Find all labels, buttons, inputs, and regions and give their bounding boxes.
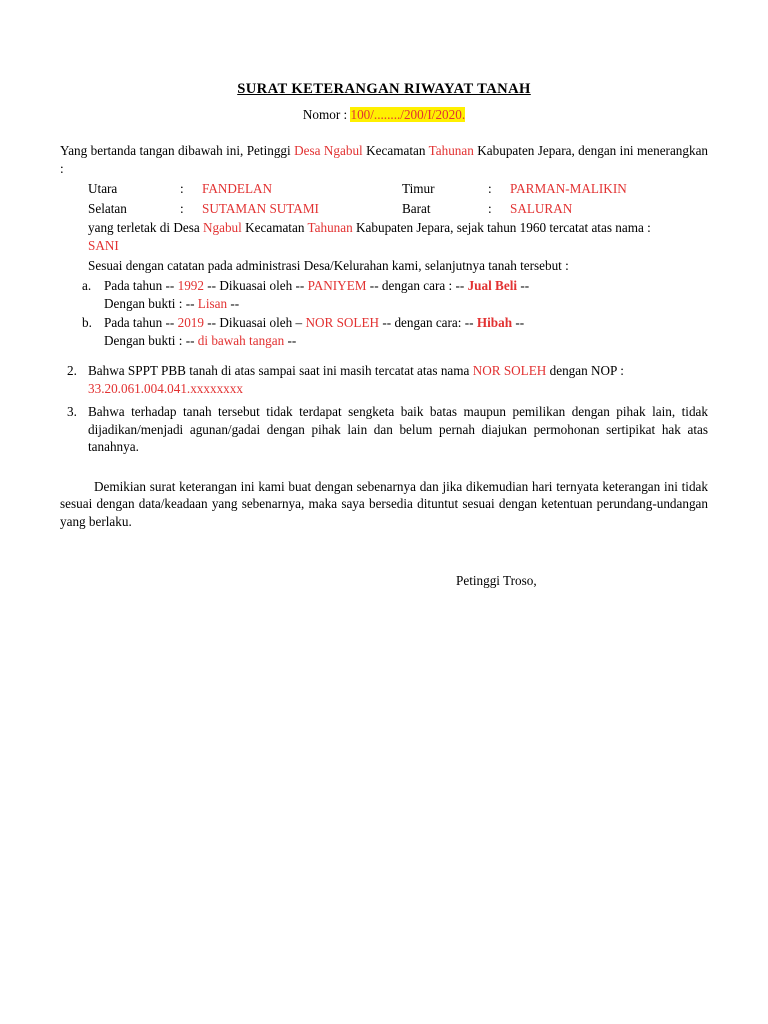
clause-text-2-2: dengan NOP :: [549, 362, 624, 378]
history-proof-value-a: Lisan: [197, 296, 228, 312]
history-dash-open-b: --: [464, 314, 474, 330]
boundary-east-colon: :: [488, 181, 492, 197]
clause-marker-2: 2.: [67, 362, 77, 378]
boundary-west-value: SALURAN: [510, 200, 573, 216]
history-marker-b: b.: [82, 314, 92, 330]
boundary-west-colon: :: [488, 200, 492, 216]
history-holder-b: NOR SOLEH: [305, 314, 380, 330]
location-text-2: Kecamatan: [245, 220, 305, 236]
boundary-spacer: [384, 199, 402, 219]
document-body: [60, 80, 708, 590]
history-text-3-a: -- dengan cara :: [369, 277, 453, 293]
intro-desa: Desa Ngabul: [294, 142, 363, 158]
table-row: [88, 199, 627, 219]
boundary-north-colon: :: [180, 181, 184, 197]
history-proof-a: [60, 295, 708, 313]
location-desa: Ngabul: [202, 220, 242, 236]
boundary-south-value: SUTAMAN SUTAMI: [202, 200, 319, 216]
location-text-1: yang terletak di Desa: [88, 220, 200, 236]
location-text-3: Kabupaten Jepara, sejak tahun 1960 tercatat atas nama :: [356, 220, 651, 236]
list-item: [60, 403, 708, 456]
history-method-a: Jual Beli: [467, 277, 518, 293]
boundary-west-label: Barat: [402, 200, 431, 216]
history-dash-close-b: --: [515, 314, 525, 330]
boundaries-table: [88, 179, 627, 218]
location-paragraph: [88, 219, 708, 254]
clause-name-2: NOR SOLEH: [472, 362, 547, 378]
clause-text-1-3: Bahwa terhadap tanah tersebut tidak terdapat sengketa baik batas maupun pemilikan dengan pihak lain, tidak dijadikan/menjadi agunan/gadai dengan pihak lain dan belum pernah diajukan permohonan sertipikat hak atas tanahnya.: [88, 404, 708, 455]
history-year-b: 2019: [177, 314, 204, 330]
boundary-north-label: Utara: [88, 181, 118, 197]
history-proof-b: [60, 332, 708, 350]
boundary-east-label: Timur: [402, 181, 435, 197]
boundary-spacer: [384, 179, 402, 199]
history-proof-label-a: Dengan bukti :: [104, 296, 183, 312]
intro-text-3: Kabupaten Jepara, dengan ini menerangkan :: [60, 142, 709, 176]
signature-block: [60, 572, 708, 590]
list-item: [60, 277, 708, 295]
intro-text-1: Yang bertanda tangan dibawah ini, Petinggi: [60, 142, 291, 158]
history-marker-a: a.: [82, 277, 92, 293]
history-dash-close-a: --: [520, 277, 530, 293]
list-item: [60, 314, 708, 332]
location-owner-name: SANI: [88, 237, 119, 253]
history-text-3-b: -- dengan cara:: [382, 314, 462, 330]
signature-title: Petinggi Troso,: [456, 573, 537, 589]
clause-marker-3: 3.: [67, 404, 77, 420]
history-text-2-a: -- Dikuasai oleh --: [207, 277, 305, 293]
history-year-a: 1992: [177, 277, 204, 293]
history-text-2-b: -- Dikuasai oleh –: [207, 314, 303, 330]
boundary-east-value: PARMAN-MALIKIN: [510, 181, 627, 197]
history-proof-dash-open-b: --: [185, 333, 195, 349]
boundary-north-value: FANDELAN: [202, 181, 273, 197]
closing-paragraph: Demikian surat keterangan ini kami buat dengan sebenarnya dan jika dikemudian hari ternyata keterangan ini tidak sesuai dengan data/keadaan yang sebenarnya, maka saya bersedia dituntut sesuai dengan ketentuan perundang-undangan yang berlaku.: [60, 478, 708, 529]
document-number-line: [60, 106, 708, 124]
document-number-label: Nomor :: [302, 107, 348, 123]
table-row: [88, 179, 627, 199]
history-list: [60, 277, 708, 350]
history-proof-value-b: di bawah tangan: [197, 333, 285, 349]
clause-list: [60, 362, 708, 456]
location-kecamatan: Tahunan: [307, 220, 353, 236]
clause-text-1-2: Bahwa SPPT PBB tanah di atas sampai saat ini masih tercatat atas nama: [88, 362, 470, 378]
clause-nop-2: 33.20.061.004.041.xxxxxxxx: [88, 380, 243, 396]
history-holder-a: PANIYEM: [307, 277, 367, 293]
boundary-south-label: Selatan: [88, 200, 127, 216]
page-title: SURAT KETERANGAN RIWAYAT TANAH: [237, 81, 531, 97]
history-proof-dash-open-a: --: [185, 296, 195, 312]
list-item: [60, 362, 708, 397]
history-text-1-a: Pada tahun --: [104, 277, 175, 293]
intro-paragraph: [60, 142, 708, 177]
title-block: [60, 80, 708, 99]
boundary-south-colon: :: [180, 200, 184, 216]
history-proof-dash-close-b: --: [287, 333, 297, 349]
history-text-1-b: Pada tahun --: [104, 314, 175, 330]
history-proof-label-b: Dengan bukti :: [104, 333, 183, 349]
history-dash-open-a: --: [455, 277, 465, 293]
history-method-b: Hibah: [476, 314, 513, 330]
history-proof-dash-close-a: --: [230, 296, 240, 312]
intro-text-2: Kecamatan: [366, 142, 426, 158]
intro-kecamatan: Tahunan: [428, 142, 474, 158]
record-intro: Sesuai dengan catatan pada administrasi Desa/Kelurahan kami, selanjutnya tanah tersebut :: [88, 258, 569, 274]
document-number-value: 100/......../200/I/2020.: [350, 107, 466, 123]
